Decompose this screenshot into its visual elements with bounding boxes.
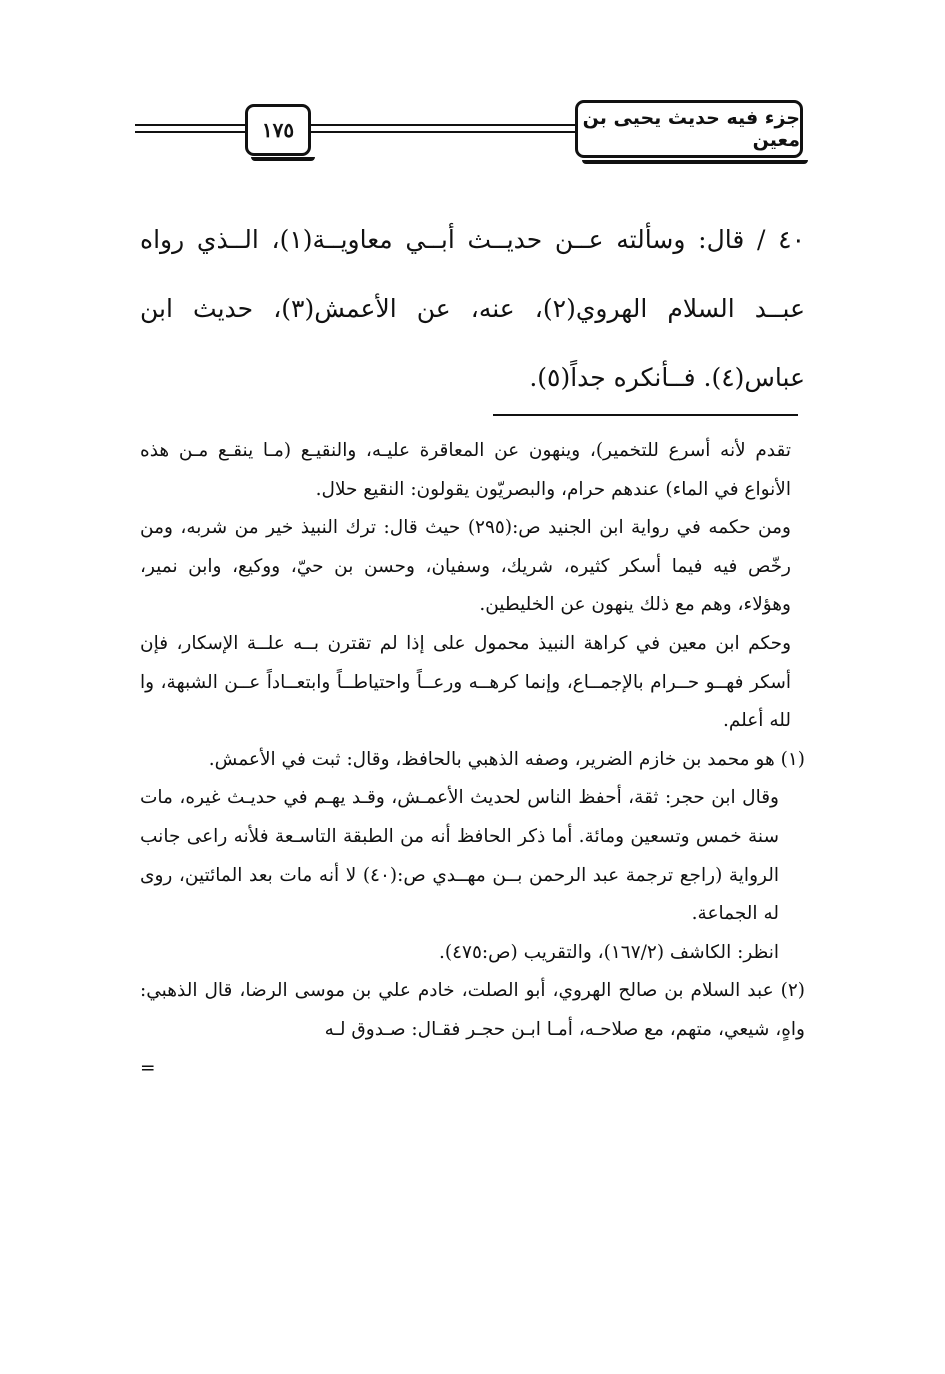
- hadith-paragraph: ٤٠ / قال: وسألته عــن حديــث أبــي معاويــة(١)، الــذي رواه عبــد السلام الهروي(٢)، عنه، عن الأعمش(٣)، حديث ابن عباس(٤). فــأنكره جداً(٥).: [140, 225, 806, 392]
- page-number: ١٧٥: [245, 104, 311, 156]
- footnote-separator: [493, 414, 798, 416]
- footnote-1: (١) هو محمد بن خازم الضرير، وصفه الذهبي بالحافظ، وقال: ثبت في الأعمش.: [208, 748, 805, 770]
- footnote-1-detail: وقال ابن حجر: ثقة، أحفظ الناس لحديث الأعمـش، وقـد يهـم في حديـث غيره، مات سنة خمس وتسعين ومائة. أما ذكر الحافظ أنه من الطبقة التاسـعة فلأنه راعى جانب الرواية (راجع ترجمة عبد الرحمن بــن مهــدي ص:(٤٠) لا أنه مات بعد المائتين، روى له الجماعة.: [140, 787, 779, 925]
- footnote-continuation-3: وحكم ابن معين في كراهة النبيذ محمول على إذا لم تقترن بــه علــة الإسكار، فإن أسكر فهــو حــرام بالإجمــاع، وإنما كرهــه ورعــاً واحتياطــاً وابتعــاداً عــن الشبهة، وا لله أعلم.: [140, 632, 791, 732]
- footnotes: [140, 432, 805, 1088]
- book-title: جزء فيه حديث يحيى بن معين: [575, 100, 803, 158]
- footnote-1-reference: انظر: الكاشف (١٦٧/٢)، والتقريب (ص:٤٧٥).: [438, 941, 779, 963]
- header-rule-middle-bottom: [307, 131, 583, 133]
- header-rule-left-top: [135, 124, 247, 126]
- page-header: [135, 100, 803, 162]
- footnote-continuation-2: ومن حكمه في رواية ابن الجنيد ص:(٢٩٥) حيث قال: ترك النبيذ خير من شربه، ومن رخّص فيه فيما أسكر كثيره، شريك، وسفيان، وحسن بن حيّ، ووكيع، وابن نمير، وهؤلاء، وهم مع ذلك ينهون عن الخليطين.: [140, 517, 791, 616]
- footnote-continuation-1: تقدم لأنه أسرع للتخمير)، وينهون عن المعاقرة عليـه، والنقيـع (مـا ينقـع مـن هذه الأنواع في الماء) عندهم حرام، والبصريّون يقولون: النقيع حلال.: [140, 440, 791, 500]
- main-text: [140, 205, 805, 412]
- header-rule-middle-top: [307, 124, 583, 126]
- footnote-2: (٢) عبد السلام بن صالح الهروي، أبو الصلت، خادم علي بن موسى الرضا، قال الذهبي: واهٍ، شيعي، متهم، مع صلاحـه، أمـا ابـن حجـر فقـال: صـدوق لـه: [140, 980, 805, 1040]
- header-rule-left-bottom: [135, 131, 247, 133]
- footnote-continues-mark: =: [140, 1057, 156, 1079]
